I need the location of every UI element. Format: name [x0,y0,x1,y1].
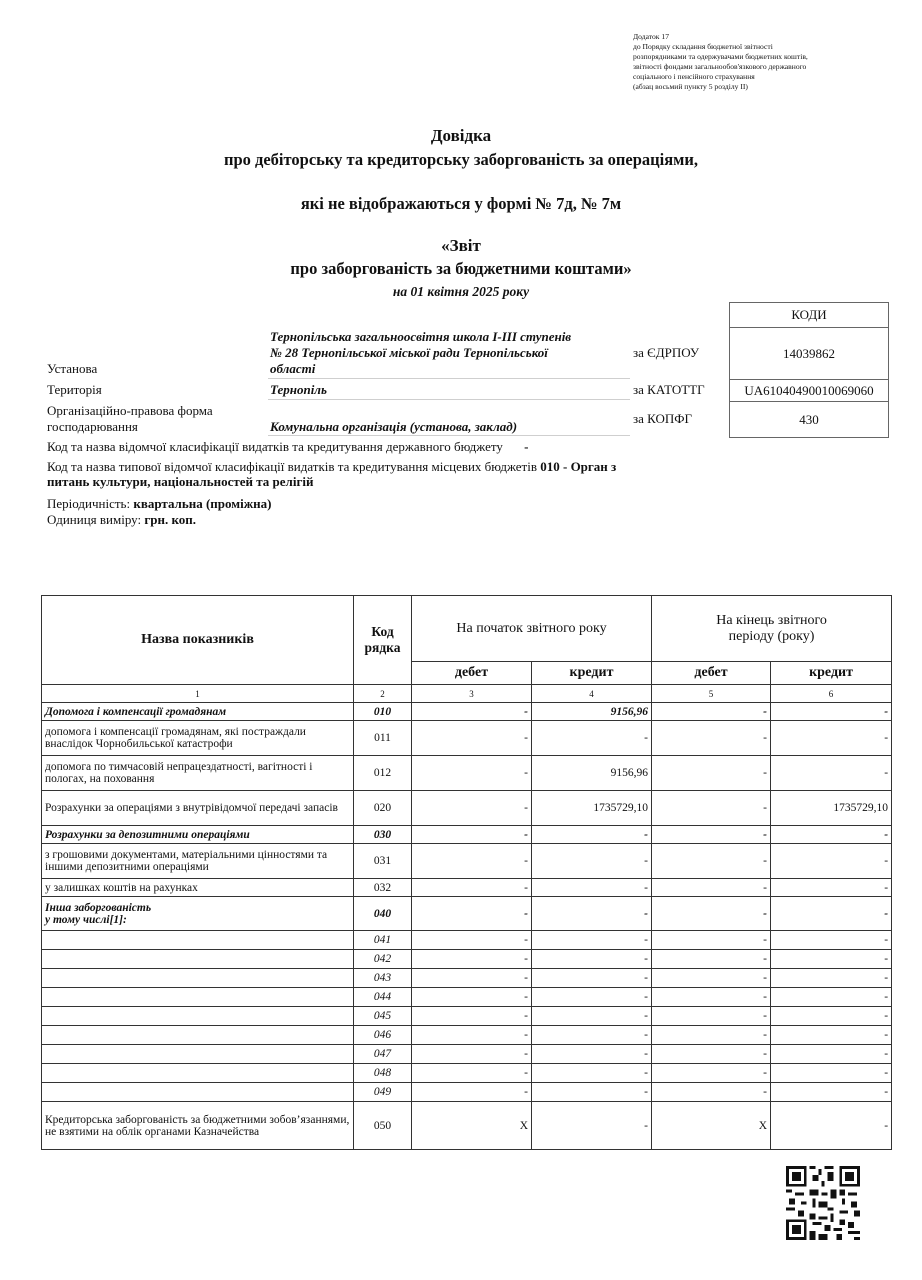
row-debit-end: - [652,897,771,931]
header-start: На початок звітного року [412,596,652,662]
table-row [42,844,892,879]
row-credit-end: - [771,1026,892,1045]
row-name: Розрахунки за депозитними операціями [42,826,354,844]
header-code [354,596,412,685]
institution-value [270,329,625,377]
row-debit-start: - [412,826,532,844]
appendix-line: звітності фондами загальнообов'язкового державного [633,62,807,71]
row-debit-end: X [652,1102,771,1150]
institution-value-line: області [270,361,316,376]
table-row [42,826,892,844]
katottg-label: за КАТОТТГ [633,382,705,397]
row-debit-end: - [652,826,771,844]
row-debit-start: - [412,1083,532,1102]
row-debit-start: - [412,1064,532,1083]
edrpou-label: за ЄДРПОУ [633,345,700,360]
row-debit-start: - [412,897,532,931]
row-debit-start: - [412,988,532,1007]
row-name [42,931,354,950]
table-row [42,879,892,897]
appendix-note [633,32,808,92]
row-credit-start: - [532,1083,652,1102]
header-end-line: На кінець звітного [716,612,827,628]
row-credit-start: - [532,1045,652,1064]
header-debit-start: дебет [412,662,532,685]
table-row [42,791,892,826]
row-debit-end: - [652,950,771,969]
header-code-line: рядка [364,640,401,655]
row-credit-start: - [532,969,652,988]
row-name [42,988,354,1007]
row-credit-start: - [532,1102,652,1150]
row-credit-end: - [771,721,892,756]
row-debit-end: - [652,1064,771,1083]
row-name [42,1045,354,1064]
row-credit-start: - [532,879,652,897]
row-debit-start: - [412,844,532,879]
row-credit-start: - [532,950,652,969]
row-code: 050 [354,1102,412,1150]
row-name [42,1007,354,1026]
unit-line [47,512,196,528]
row-credit-end: - [771,931,892,950]
row-credit-end: - [771,988,892,1007]
row-credit-end: 1735729,10 [771,791,892,826]
row-code: 044 [354,988,412,1007]
org-form-label-line: господарювання [47,419,138,434]
report-date: на 01 квітня 2025 року [392,284,530,299]
table-row [42,1102,892,1150]
row-name [42,969,354,988]
table-row [42,756,892,791]
row-name [42,950,354,969]
row-credit-end: - [771,703,892,721]
col-number: 6 [771,685,892,703]
row-debit-end: - [652,721,771,756]
table-row [42,1064,892,1083]
state-budget-line [47,439,528,455]
col-number: 1 [42,685,354,703]
institution-value-line: № 28 Тернопільської міської ради Тернопільської [270,345,548,360]
header-credit-end: кредит [771,662,892,685]
report-title: «Звіт [441,236,481,255]
table-row [42,1045,892,1064]
org-form-label [47,403,213,435]
appendix-line: до Порядку складання бюджетної звітності [633,42,773,51]
row-credit-start: 1735729,10 [532,791,652,826]
row-debit-start: - [412,879,532,897]
row-credit-start: 9156,96 [532,756,652,791]
state-budget-value: - [524,439,529,454]
row-code: 043 [354,969,412,988]
row-debit-end: - [652,879,771,897]
appendix-line: розпорядниками та одержувачами бюджетних коштів, [633,52,808,61]
col-number: 4 [532,685,652,703]
row-code: 041 [354,931,412,950]
row-credit-end: - [771,1102,892,1150]
territory-value: Тернопіль [270,382,327,397]
row-credit-end: - [771,1045,892,1064]
codes-table [729,302,889,438]
row-debit-end: - [652,703,771,721]
header-code-line: Код [371,624,394,639]
row-credit-start: - [532,1026,652,1045]
codes-header: КОДИ [730,303,889,328]
row-credit-end: - [771,1064,892,1083]
row-debit-end: - [652,988,771,1007]
unit-value: грн. коп. [144,512,197,527]
row-debit-start: X [412,1102,532,1150]
row-code: 010 [354,703,412,721]
row-debit-end: - [652,969,771,988]
report-subtitle: про заборгованість за бюджетними коштами» [290,259,632,278]
row-credit-end: - [771,844,892,879]
header-name: Назва показників [42,596,354,685]
row-debit-end: - [652,931,771,950]
row-code: 047 [354,1045,412,1064]
row-name: Кредиторська заборгованість за бюджетними зобов’язаннями, не взятими на облік органами Казначейства [42,1102,354,1150]
row-code: 031 [354,844,412,879]
row-credit-start: - [532,931,652,950]
row-debit-start: - [412,969,532,988]
row-debit-end: - [652,844,771,879]
row-name: Допомога і компенсації громадянам [42,703,354,721]
local-budget-line [47,459,616,475]
row-name-line: у тому числі[1]: [45,913,127,926]
kopfg-code: 430 [730,402,889,438]
row-name [42,897,354,931]
row-name: у залишках коштів на рахунках [42,879,354,897]
local-budget-value: 010 - Орган з [540,459,617,474]
row-credit-end: - [771,897,892,931]
row-debit-start: - [412,950,532,969]
row-credit-end: - [771,826,892,844]
table-row [42,950,892,969]
row-name: допомога і компенсації громадянам, які постраждали внаслідок Чорнобильської катастрофи [42,721,354,756]
katottg-code: UA61040490010069060 [730,380,889,402]
row-debit-start: - [412,791,532,826]
row-code: 042 [354,950,412,969]
debt-table [41,595,892,1150]
row-name-line: Інша заборгованість [45,901,152,914]
row-debit-start: - [412,703,532,721]
row-credit-start: - [532,1007,652,1026]
row-credit-start: - [532,897,652,931]
row-credit-start: - [532,721,652,756]
row-credit-end: - [771,756,892,791]
col-number: 3 [412,685,532,703]
row-code: 049 [354,1083,412,1102]
row-code: 045 [354,1007,412,1026]
org-form-value: Комунальна організація (установа, заклад) [270,419,518,434]
row-debit-start: - [412,721,532,756]
appendix-line: Додаток 17 [633,32,669,41]
row-debit-start: - [412,1026,532,1045]
edrpou-code: 14039862 [730,328,889,380]
institution-value-line: Тернопільська загальноосвітня школа І-ІІІ ступенів [270,329,572,344]
table-row [42,931,892,950]
row-code: 030 [354,826,412,844]
header-credit-start: кредит [532,662,652,685]
row-debit-start: - [412,756,532,791]
org-form-label-line: Організаційно-правова форма [47,403,213,418]
header-end-line: періоду (року) [728,628,815,644]
kopfg-label: за КОПФГ [633,411,693,426]
periodicity-value: квартальна (проміжна) [133,496,272,511]
table-row [42,703,892,721]
row-credit-start: - [532,844,652,879]
doc-title: Довідка [430,126,492,145]
periodicity-line [47,496,271,512]
row-credit-start: - [532,1064,652,1083]
table-row [42,969,892,988]
row-debit-start: - [412,1045,532,1064]
table-row [42,988,892,1007]
row-credit-end: - [771,969,892,988]
header-end [652,596,892,662]
row-debit-end: - [652,1007,771,1026]
row-name [42,1064,354,1083]
row-credit-end: - [771,950,892,969]
row-code: 032 [354,879,412,897]
row-code: 048 [354,1064,412,1083]
row-credit-start: - [532,988,652,1007]
doc-subtitle-2: які не відображаються у формі № 7д, № 7м [300,194,622,213]
row-name: Розрахунки за операціями з внутрівідомчої передачі запасів [42,791,354,826]
row-credit-start: 9156,96 [532,703,652,721]
local-budget-value-2: питань культури, національностей та релігій [47,474,314,489]
header-debit-end: дебет [652,662,771,685]
row-debit-end: - [652,1045,771,1064]
row-credit-end: - [771,879,892,897]
local-budget-label: Код та назва типової відомчої класифікації видатків та кредитування місцевих бюджетів [47,459,537,474]
doc-subtitle: про дебіторську та кредиторську заборгованість за операціями, [223,150,699,169]
institution-label: Установа [47,361,98,376]
row-credit-end: - [771,1007,892,1026]
col-number: 2 [354,685,412,703]
appendix-line: соціального і пенсійного страхування [633,72,755,81]
row-name [42,1083,354,1102]
row-name: допомога по тимчасовій непрацездатності, вагітності і пологах, на поховання [42,756,354,791]
col-number: 5 [652,685,771,703]
row-code: 012 [354,756,412,791]
row-code: 040 [354,897,412,931]
qr-code-icon [786,1166,860,1240]
row-debit-end: - [652,1026,771,1045]
table-row [42,721,892,756]
table-row [42,1026,892,1045]
table-row [42,1007,892,1026]
row-credit-end: - [771,1083,892,1102]
periodicity-label: Періодичність: [47,496,131,511]
appendix-line: (абзац восьмий пункту 5 розділу II) [633,82,748,91]
row-code: 020 [354,791,412,826]
row-name [42,1026,354,1045]
row-code: 046 [354,1026,412,1045]
unit-label: Одиниця виміру: [47,512,142,527]
row-debit-start: - [412,931,532,950]
row-debit-end: - [652,791,771,826]
table-row [42,897,892,931]
row-debit-end: - [652,1083,771,1102]
row-name: з грошовими документами, матеріальними цінностями та іншими депозитними операціями [42,844,354,879]
row-code: 011 [354,721,412,756]
row-debit-start: - [412,1007,532,1026]
table-row [42,1083,892,1102]
row-debit-end: - [652,756,771,791]
territory-label: Територія [47,382,102,397]
state-budget-label: Код та назва відомчої класифікації видатків та кредитування державного бюджету [47,439,503,454]
row-credit-start: - [532,826,652,844]
